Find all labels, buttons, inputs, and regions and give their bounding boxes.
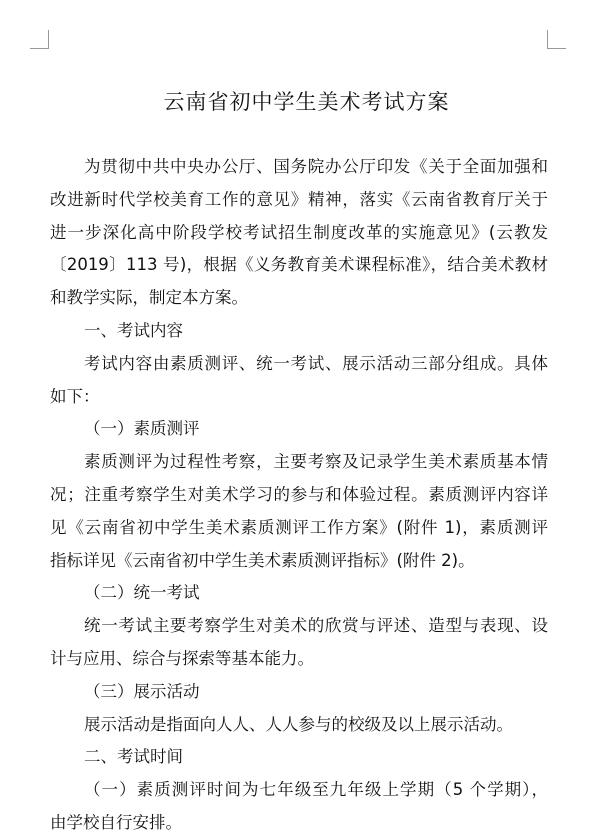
text-line: （二）统一考试	[84, 583, 200, 603]
text-line: 〔2019〕113 号)，根据《义务教育美术课程标准》，结合美术教材	[50, 255, 548, 275]
text-line: （三）展示活动	[84, 681, 200, 701]
page-corner-mark-top-left	[30, 30, 49, 49]
text-line: 一、考试内容	[84, 320, 183, 340]
text-line: 况；注重考察学生对美术学习的参与和体验过程。素质测评内容详	[50, 484, 548, 504]
text-line: 考试内容由素质测评、统一考试、展示活动三部分组成。具体	[84, 353, 548, 373]
page-corner-mark-top-right	[547, 30, 566, 49]
text-line: 展示活动是指面向人人、人人参与的校级及以上展示活动。	[84, 714, 513, 734]
text-line: 计与应用、综合与探索等基本能力。	[50, 648, 314, 668]
text-line: 和教学实际，制定本方案。	[50, 288, 248, 308]
text-line: 进一步深化高中阶段学校考试招生制度改革的实施意见》(云教发	[50, 222, 548, 242]
text-line: 素质测评为过程性考察，主要考察及记录学生美术素质基本情	[84, 452, 548, 472]
text-line: 统一考试主要考察学生对美术的欣赏与评述、造型与表现、设	[84, 616, 548, 636]
text-line: 指标详见《云南省初中学生美术素质测评指标》(附件 2)。	[50, 550, 475, 570]
text-line: 见《云南省初中学生美术素质测评工作方案》(附件 1)，素质测评	[50, 517, 548, 537]
document-title: 云南省初中学生美术考试方案	[163, 90, 450, 114]
text-line: 如下：	[50, 386, 100, 406]
text-line: 二、考试时间	[84, 747, 183, 767]
text-line: 为贯彻中共中央办公厅、国务院办公厅印发《关于全面加强和	[84, 157, 548, 176]
document-body	[50, 151, 548, 840]
text-line: 改进新时代学校美育工作的意见》精神，落实《云南省教育厅关于	[50, 189, 548, 209]
text-line: （一）素质测评	[84, 419, 200, 439]
text-line: （一）素质测评时间为七年级至九年级上学期（5 个学期），	[84, 780, 548, 800]
text-line: 由学校自行安排。	[50, 812, 182, 832]
